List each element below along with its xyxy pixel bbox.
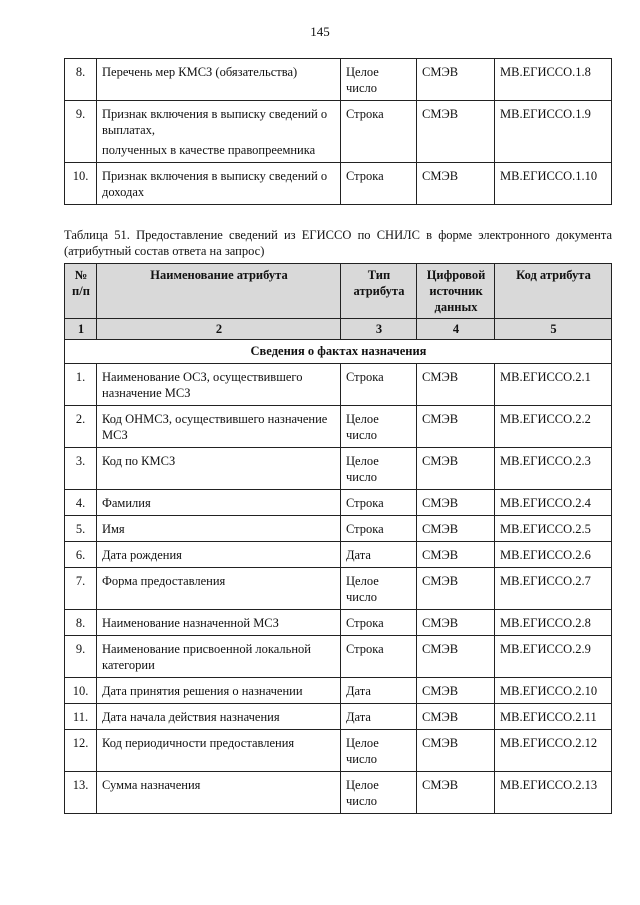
table-row	[65, 448, 612, 490]
data-source: СМЭВ	[417, 772, 495, 814]
data-source: СМЭВ	[417, 59, 495, 101]
row-number: 8.	[65, 59, 97, 101]
data-source: СМЭВ	[417, 490, 495, 516]
attribute-type: Целое число	[341, 730, 417, 772]
attribute-code: МВ.ЕГИССО.2.2	[495, 406, 612, 448]
attribute-type: Строка	[341, 364, 417, 406]
attribute-type: Строка	[341, 610, 417, 636]
attribute-name: Дата принятия решения о назначении	[97, 678, 341, 704]
table-caption: Таблица 51. Предоставление сведений из ЕГИССО по СНИЛС в форме электронного документа (атрибутный состав ответа на запрос)	[64, 228, 612, 258]
data-source: СМЭВ	[417, 163, 495, 205]
attribute-type: Дата	[341, 542, 417, 568]
attribute-name: Код ОНМСЗ, осуществившего назначение МСЗ	[97, 406, 341, 448]
table-row	[65, 636, 612, 678]
table-row	[65, 542, 612, 568]
attribute-name-line: Перечень мер КМСЗ (обязательства)	[102, 65, 298, 79]
attribute-name: Наименование ОСЗ, осуществившего назначение МСЗ	[97, 364, 341, 406]
column-index: 1	[65, 319, 97, 340]
attribute-type: Строка	[341, 636, 417, 678]
column-index: 2	[97, 319, 341, 340]
column-index-row	[65, 319, 612, 340]
data-source: СМЭВ	[417, 678, 495, 704]
attribute-code: МВ.ЕГИССО.2.3	[495, 448, 612, 490]
row-number: 10.	[65, 678, 97, 704]
attribute-code: МВ.ЕГИССО.2.5	[495, 516, 612, 542]
table-row	[65, 406, 612, 448]
attribute-code: МВ.ЕГИССО.2.11	[495, 704, 612, 730]
header-data-source: Цифровой источник данных	[417, 264, 495, 319]
attribute-type: Целое число	[341, 448, 417, 490]
data-source: СМЭВ	[417, 448, 495, 490]
attribute-code: МВ.ЕГИССО.1.9	[495, 101, 612, 163]
attribute-name	[97, 163, 341, 205]
row-number: 8.	[65, 610, 97, 636]
page-number: 145	[310, 24, 330, 39]
row-number: 2.	[65, 406, 97, 448]
attribute-code: МВ.ЕГИССО.2.6	[495, 542, 612, 568]
data-source: СМЭВ	[417, 610, 495, 636]
header-attribute-name: Наименование атрибута	[97, 264, 341, 319]
row-number: 9.	[65, 636, 97, 678]
attribute-name: Код периодичности предоставления	[97, 730, 341, 772]
attribute-code: МВ.ЕГИССО.2.10	[495, 678, 612, 704]
data-source: СМЭВ	[417, 568, 495, 610]
attribute-name: Фамилия	[97, 490, 341, 516]
row-number: 5.	[65, 516, 97, 542]
column-index: 5	[495, 319, 612, 340]
table-row	[65, 59, 612, 101]
attribute-type: Целое число	[341, 59, 417, 101]
attribute-name: Дата начала действия назначения	[97, 704, 341, 730]
attribute-type: Целое число	[341, 406, 417, 448]
header-attribute-code: Код атрибута	[495, 264, 612, 319]
table-row	[65, 101, 612, 163]
attribute-code: МВ.ЕГИССО.2.8	[495, 610, 612, 636]
table-row	[65, 490, 612, 516]
attribute-table	[64, 263, 612, 814]
attribute-type: Строка	[341, 101, 417, 163]
attribute-name: Имя	[97, 516, 341, 542]
attribute-type: Дата	[341, 678, 417, 704]
section-row	[65, 340, 612, 364]
attribute-code: МВ.ЕГИССО.2.1	[495, 364, 612, 406]
header-number: № п/п	[65, 264, 97, 319]
row-number: 4.	[65, 490, 97, 516]
continued-attribute-table	[64, 58, 612, 205]
column-index: 3	[341, 319, 417, 340]
row-number: 7.	[65, 568, 97, 610]
row-number: 6.	[65, 542, 97, 568]
column-index: 4	[417, 319, 495, 340]
table-row	[65, 568, 612, 610]
attribute-type: Строка	[341, 490, 417, 516]
attribute-type: Строка	[341, 516, 417, 542]
attribute-type: Целое число	[341, 568, 417, 610]
row-number: 1.	[65, 364, 97, 406]
attribute-name: Наименование назначенной МСЗ	[97, 610, 341, 636]
row-number: 12.	[65, 730, 97, 772]
attribute-type: Целое число	[341, 772, 417, 814]
data-source: СМЭВ	[417, 406, 495, 448]
attribute-type: Строка	[341, 163, 417, 205]
attribute-name: Наименование присвоенной локальной категории	[97, 636, 341, 678]
attribute-name	[97, 101, 341, 163]
attribute-name-line: Признак включения в выписку сведений о доходах	[102, 169, 328, 199]
row-number: 3.	[65, 448, 97, 490]
attribute-code: МВ.ЕГИССО.2.7	[495, 568, 612, 610]
section-title: Сведения о фактах назначения	[65, 340, 612, 364]
header-attribute-type: Тип атрибута	[341, 264, 417, 319]
attribute-code: МВ.ЕГИССО.2.13	[495, 772, 612, 814]
attribute-name-line: полученных в качестве правопреемника	[102, 143, 316, 157]
table-row	[65, 678, 612, 704]
attribute-name-line: Признак включения в выписку сведений о выплатах,	[102, 107, 328, 137]
table-row	[65, 730, 612, 772]
attribute-code: МВ.ЕГИССО.2.12	[495, 730, 612, 772]
attribute-name: Код по КМСЗ	[97, 448, 341, 490]
attribute-name: Форма предоставления	[97, 568, 341, 610]
attribute-name	[97, 59, 341, 101]
attribute-code: МВ.ЕГИССО.2.4	[495, 490, 612, 516]
attribute-type: Дата	[341, 704, 417, 730]
attribute-code: МВ.ЕГИССО.1.10	[495, 163, 612, 205]
attribute-name: Дата рождения	[97, 542, 341, 568]
data-source: СМЭВ	[417, 516, 495, 542]
data-source: СМЭВ	[417, 730, 495, 772]
data-source: СМЭВ	[417, 704, 495, 730]
table-row	[65, 610, 612, 636]
table-row	[65, 516, 612, 542]
table-row	[65, 704, 612, 730]
row-number: 9.	[65, 101, 97, 163]
attribute-code: МВ.ЕГИССО.1.8	[495, 59, 612, 101]
row-number: 13.	[65, 772, 97, 814]
attribute-name: Сумма назначения	[97, 772, 341, 814]
data-source: СМЭВ	[417, 542, 495, 568]
table-row	[65, 772, 612, 814]
table-row	[65, 163, 612, 205]
table-header-row	[65, 264, 612, 319]
data-source: СМЭВ	[417, 101, 495, 163]
row-number: 11.	[65, 704, 97, 730]
row-number: 10.	[65, 163, 97, 205]
data-source: СМЭВ	[417, 364, 495, 406]
table-row	[65, 364, 612, 406]
attribute-code: МВ.ЕГИССО.2.9	[495, 636, 612, 678]
data-source: СМЭВ	[417, 636, 495, 678]
